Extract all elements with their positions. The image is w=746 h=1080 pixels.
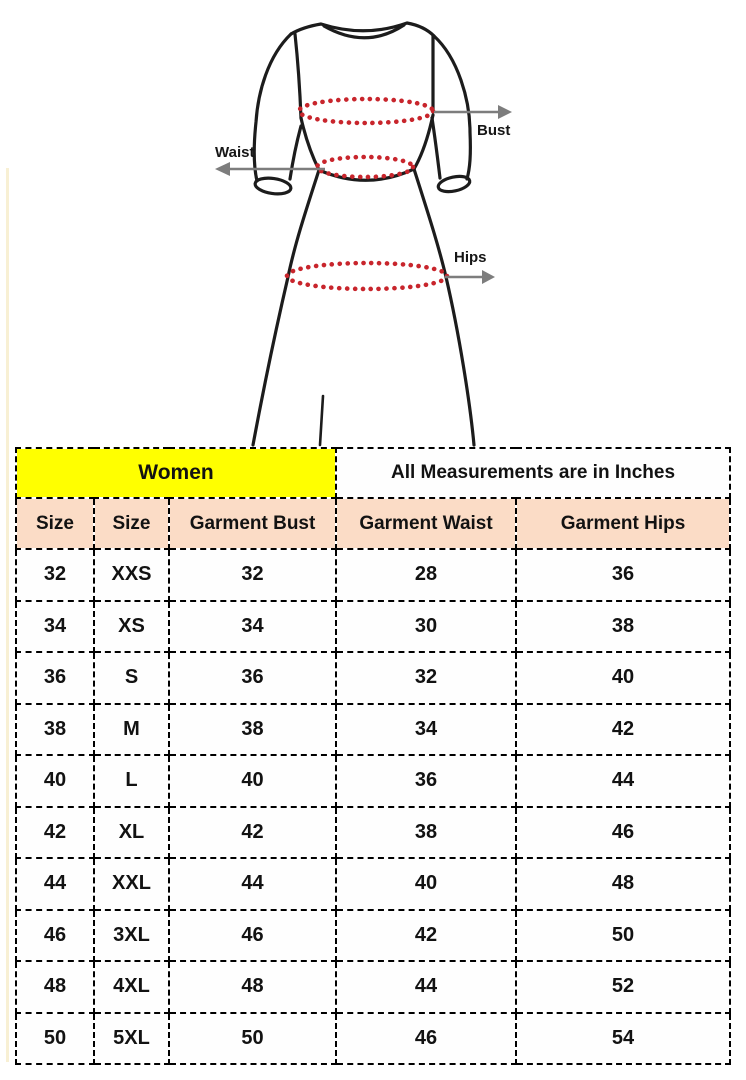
size-table-body bbox=[16, 549, 730, 1064]
measurements-header-cell: All Measurements are in Inches bbox=[336, 448, 730, 498]
hips-arrow-head bbox=[482, 270, 495, 284]
size-cell: 38 bbox=[516, 601, 730, 653]
table-row bbox=[16, 807, 730, 859]
table-row bbox=[16, 601, 730, 653]
size-cell: 48 bbox=[169, 961, 336, 1013]
size-cell: L bbox=[94, 755, 169, 807]
size-cell: 4XL bbox=[94, 961, 169, 1013]
size-cell: 48 bbox=[16, 961, 94, 1013]
table-row bbox=[16, 652, 730, 704]
size-cell: 50 bbox=[16, 1013, 94, 1065]
size-cell: 40 bbox=[169, 755, 336, 807]
bodice-right-path bbox=[414, 115, 433, 169]
table-row bbox=[16, 755, 730, 807]
column-header-row bbox=[16, 498, 730, 549]
skirt-slit-path bbox=[320, 396, 323, 445]
size-cell: 34 bbox=[169, 601, 336, 653]
right-sleeve-outer-path bbox=[434, 36, 470, 179]
size-cell: 42 bbox=[16, 807, 94, 859]
size-cell: 50 bbox=[169, 1013, 336, 1065]
table-title-row bbox=[16, 448, 730, 498]
size-cell: 38 bbox=[336, 807, 516, 859]
size-cell: 54 bbox=[516, 1013, 730, 1065]
size-cell: 34 bbox=[336, 704, 516, 756]
left-cuff bbox=[254, 176, 292, 196]
table-row bbox=[16, 910, 730, 962]
size-cell: XXL bbox=[94, 858, 169, 910]
size-cell: S bbox=[94, 652, 169, 704]
left-armhole-seam bbox=[295, 34, 301, 118]
size-cell: 44 bbox=[516, 755, 730, 807]
size-cell: 34 bbox=[16, 601, 94, 653]
size-cell: 44 bbox=[16, 858, 94, 910]
size-cell: 32 bbox=[16, 549, 94, 601]
size-cell: 46 bbox=[16, 910, 94, 962]
table-row bbox=[16, 858, 730, 910]
size-cell: 46 bbox=[336, 1013, 516, 1065]
size-cell: 40 bbox=[16, 755, 94, 807]
size-cell: 46 bbox=[169, 910, 336, 962]
size-cell: 3XL bbox=[94, 910, 169, 962]
hips-label: Hips bbox=[454, 249, 487, 266]
skirt-left-path bbox=[253, 170, 319, 445]
left-sleeve-inner-path bbox=[290, 126, 301, 179]
size-cell: XS bbox=[94, 601, 169, 653]
bust-label: Bust bbox=[477, 122, 511, 139]
right-cuff bbox=[437, 174, 471, 194]
dress-shoulders-path bbox=[291, 23, 434, 36]
size-cell: 40 bbox=[336, 858, 516, 910]
women-header-cell: Women bbox=[16, 448, 336, 498]
table-row bbox=[16, 704, 730, 756]
size-cell: 32 bbox=[336, 652, 516, 704]
size-cell: 40 bbox=[516, 652, 730, 704]
size-cell: 44 bbox=[169, 858, 336, 910]
dress-diagram-svg bbox=[0, 0, 746, 447]
left-sleeve-outer-path bbox=[254, 34, 291, 181]
size-cell: 44 bbox=[336, 961, 516, 1013]
hips-measure-ellipse bbox=[287, 263, 447, 289]
right-sleeve-inner-path bbox=[432, 118, 440, 178]
size-cell: 38 bbox=[169, 704, 336, 756]
col-header-size-number: Size bbox=[16, 498, 94, 549]
col-header-garment-waist: Garment Waist bbox=[336, 498, 516, 549]
size-cell: 52 bbox=[516, 961, 730, 1013]
size-cell: 42 bbox=[169, 807, 336, 859]
size-cell: 36 bbox=[169, 652, 336, 704]
size-cell: 42 bbox=[516, 704, 730, 756]
table-row bbox=[16, 1013, 730, 1065]
size-cell: 36 bbox=[336, 755, 516, 807]
size-cell: 36 bbox=[516, 549, 730, 601]
size-cell: 5XL bbox=[94, 1013, 169, 1065]
size-cell: XXS bbox=[94, 549, 169, 601]
skirt-right-path bbox=[414, 169, 474, 445]
size-cell: 30 bbox=[336, 601, 516, 653]
bodice-left-path bbox=[301, 118, 319, 170]
col-header-garment-bust: Garment Bust bbox=[169, 498, 336, 549]
size-cell: M bbox=[94, 704, 169, 756]
size-cell: 38 bbox=[16, 704, 94, 756]
size-chart-section bbox=[15, 447, 731, 1065]
size-cell: 36 bbox=[16, 652, 94, 704]
size-cell: 50 bbox=[516, 910, 730, 962]
waist-arrow-head bbox=[215, 162, 230, 176]
size-cell: 42 bbox=[336, 910, 516, 962]
col-header-size-letter: Size bbox=[94, 498, 169, 549]
size-cell: XL bbox=[94, 807, 169, 859]
waist-label: Waist bbox=[215, 144, 255, 161]
size-cell: 46 bbox=[516, 807, 730, 859]
size-cell: 28 bbox=[336, 549, 516, 601]
col-header-garment-hips: Garment Hips bbox=[516, 498, 730, 549]
bust-measure-ellipse bbox=[299, 99, 433, 123]
bust-arrow-head bbox=[498, 105, 512, 119]
table-row bbox=[16, 961, 730, 1013]
size-chart-table bbox=[15, 447, 731, 1065]
table-row bbox=[16, 549, 730, 601]
dress-outline bbox=[253, 23, 474, 445]
size-cell: 48 bbox=[516, 858, 730, 910]
measurement-diagram bbox=[0, 0, 746, 447]
size-cell: 32 bbox=[169, 549, 336, 601]
